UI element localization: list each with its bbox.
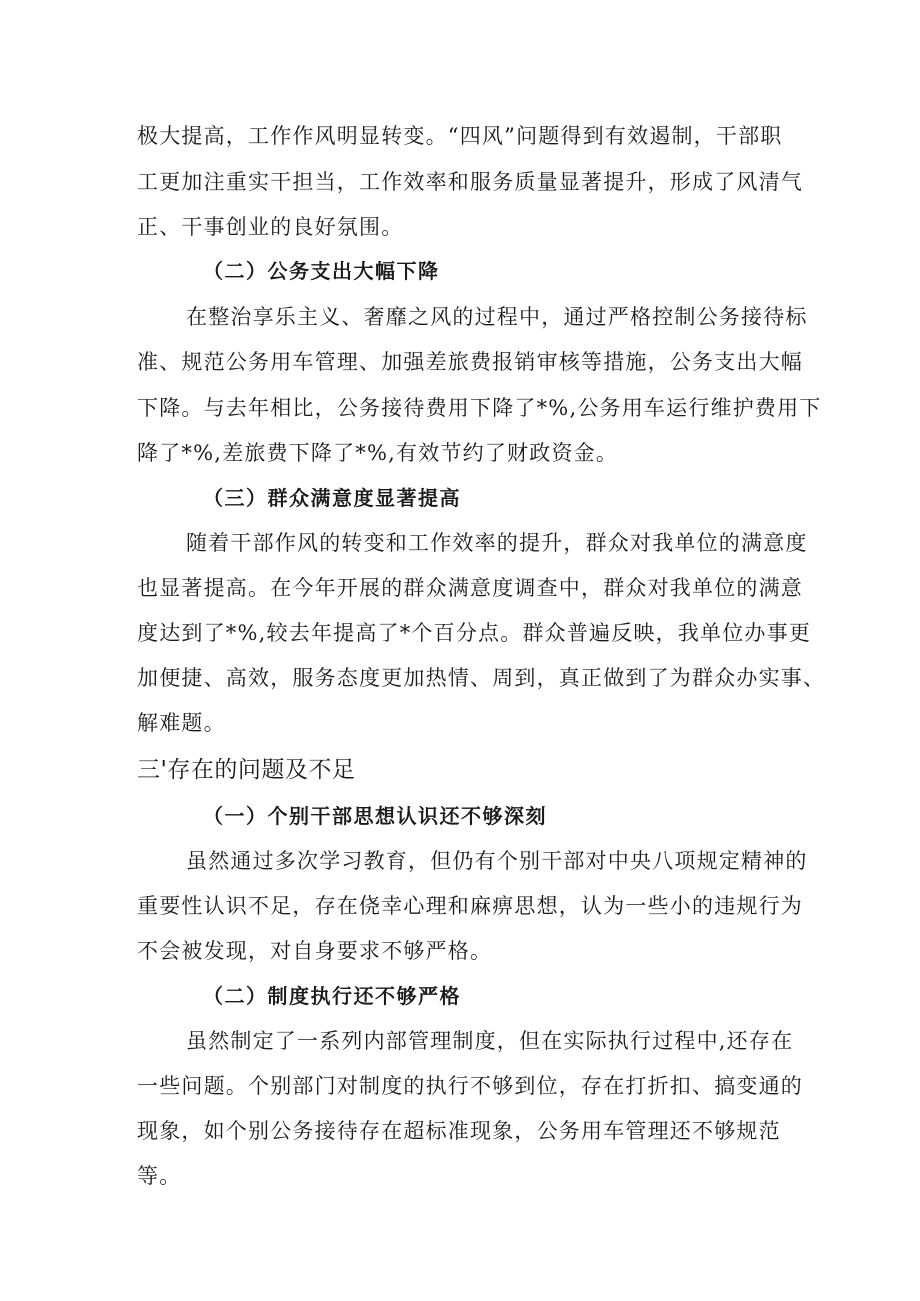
text-line: 准、规范公务用车管理、加强差旅费报销审核等措施，公务支出大幅: [137, 350, 803, 374]
text-line: 不会被发现，对自身要求不够严格。: [137, 939, 493, 963]
text-line: 也显著提高。在今年开展的群众满意度调查中，群众对我单位的满意: [137, 576, 803, 600]
text-line: 在整治享乐主义、奢靡之风的过程中，通过严格控制公务接待标: [186, 305, 808, 329]
section-heading: 三'存在的问题及不足: [137, 757, 356, 783]
text-line: 等。: [137, 1164, 182, 1188]
text-line: 重要性认识不足，存在侥幸心理和麻痹思想，认为一些小的违规行为: [137, 894, 803, 918]
subheading: （二）制度执行还不够严格: [203, 984, 461, 1008]
text-line: 虽然制定了一系列内部管理制度，但在实际执行过程中,还存在: [186, 1029, 794, 1053]
text-line: 极大提高，工作作风明显转变。“四风”问题得到有效遏制，干部职: [137, 124, 783, 148]
text-line: 度达到了*%,较去年提高了*个百分点。群众普遍反映，我单位办事更: [137, 621, 812, 645]
text-line: 现象，如个别公务接待存在超标准现象，公务用车管理还不够规范: [137, 1119, 781, 1143]
text-line: 随着干部作风的转变和工作效率的提升，群众对我单位的满意度: [186, 531, 808, 555]
subheading: （二）公务支出大幅下降: [203, 259, 440, 283]
text-line: 虽然通过多次学习教育，但仍有个别干部对中央八项规定精神的: [186, 849, 808, 873]
text-line: 一些问题。个别部门对制度的执行不够到位，存在打折扣、搞变通的: [137, 1074, 803, 1098]
text-line: 工更加注重实干担当，工作效率和服务质量显著提升，形成了风清气: [137, 170, 803, 194]
text-line: 降了*%,差旅费下降了*%,有效节约了财政资金。: [137, 441, 619, 465]
text-line: 正、干事创业的良好氛围。: [137, 215, 404, 239]
text-line: 解难题。: [137, 711, 226, 735]
subheading: （一）个别干部思想认识还不够深刻: [203, 804, 547, 828]
text-line: 加便捷、高效，服务态度更加热情、周到，真正做到了为群众办实事、: [137, 666, 826, 690]
subheading: （三）群众满意度显著提高: [203, 486, 461, 510]
text-line: 下降。与去年相比，公务接待费用下降了*%,公务用车运行维护费用下: [137, 396, 822, 420]
